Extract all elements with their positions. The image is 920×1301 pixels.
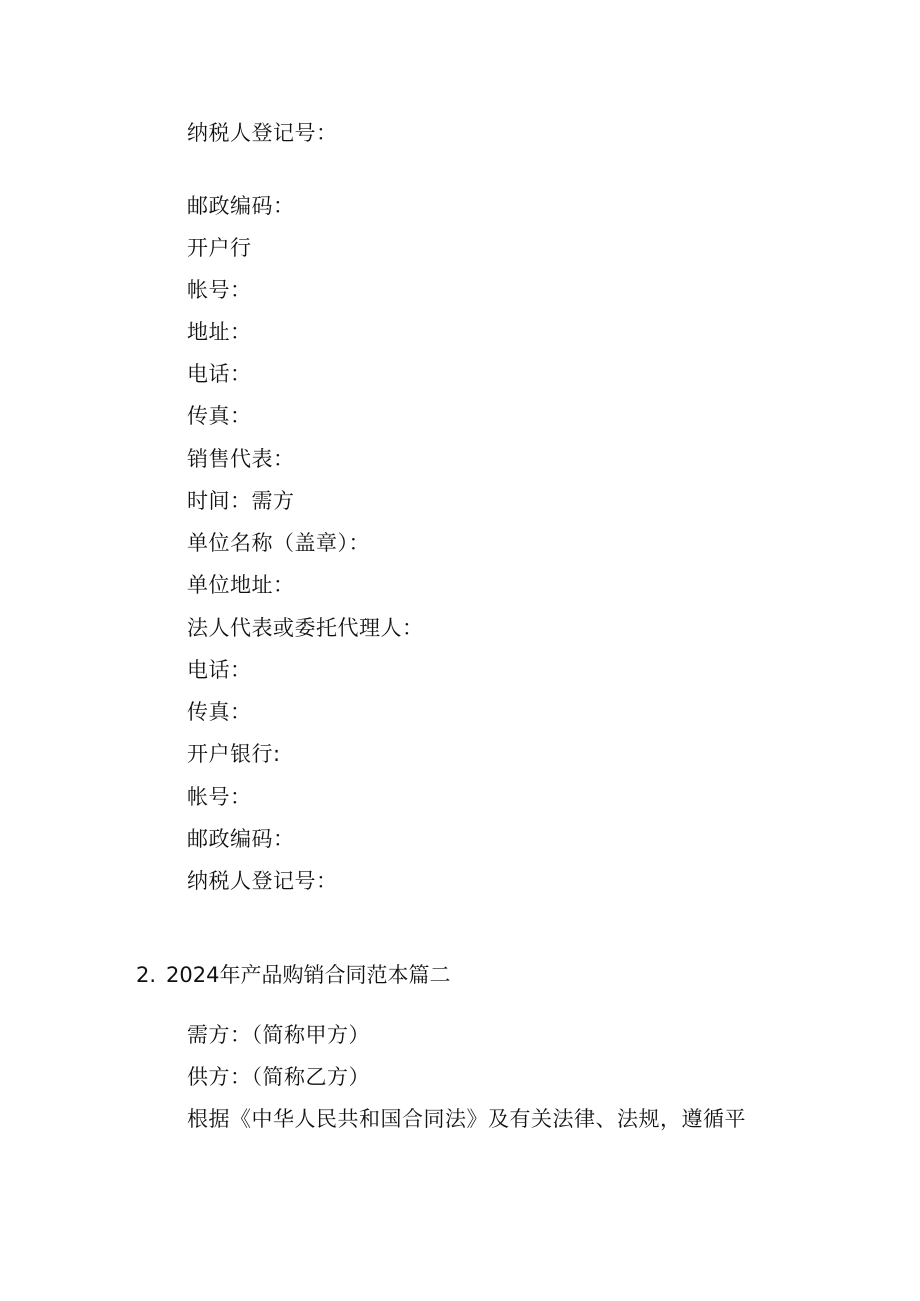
field-unit-name: 单位名称（盖章）： <box>187 531 370 555</box>
field-postal-code-2: 邮政编码： <box>187 827 295 851</box>
field-time-buyer: 时间：需方 <box>187 489 295 513</box>
field-bank: 开户行 <box>187 236 252 260</box>
field-seller-party: 供方：（简称乙方） <box>187 1065 370 1089</box>
field-fax: 传真： <box>187 404 252 428</box>
field-sales-rep: 销售代表： <box>187 447 295 471</box>
section-number: 2. <box>136 963 157 987</box>
section-heading <box>136 960 451 990</box>
field-phone: 电话： <box>187 362 252 386</box>
body-paragraph: 根据《中华人民共和国合同法》及有关法律、法规，遵循平 <box>187 1107 746 1131</box>
field-fax-2: 传真： <box>187 700 252 724</box>
field-account-2: 帐号： <box>187 785 252 809</box>
field-taxpayer-id: 纳税人登记号： <box>187 121 338 145</box>
section-title: 2024年产品购销合同范本篇二 <box>166 963 451 987</box>
field-phone-2: 电话： <box>187 658 252 682</box>
field-unit-address: 单位地址： <box>187 573 295 597</box>
field-account: 帐号： <box>187 278 252 302</box>
field-address: 地址： <box>187 320 252 344</box>
field-postal-code: 邮政编码： <box>187 194 295 218</box>
field-buyer-party: 需方：（简称甲方） <box>187 1023 370 1047</box>
field-bank-2: 开户银行: <box>187 742 281 766</box>
field-legal-rep: 法人代表或委托代理人： <box>187 616 424 640</box>
field-taxpayer-id-2: 纳税人登记号： <box>187 869 338 893</box>
